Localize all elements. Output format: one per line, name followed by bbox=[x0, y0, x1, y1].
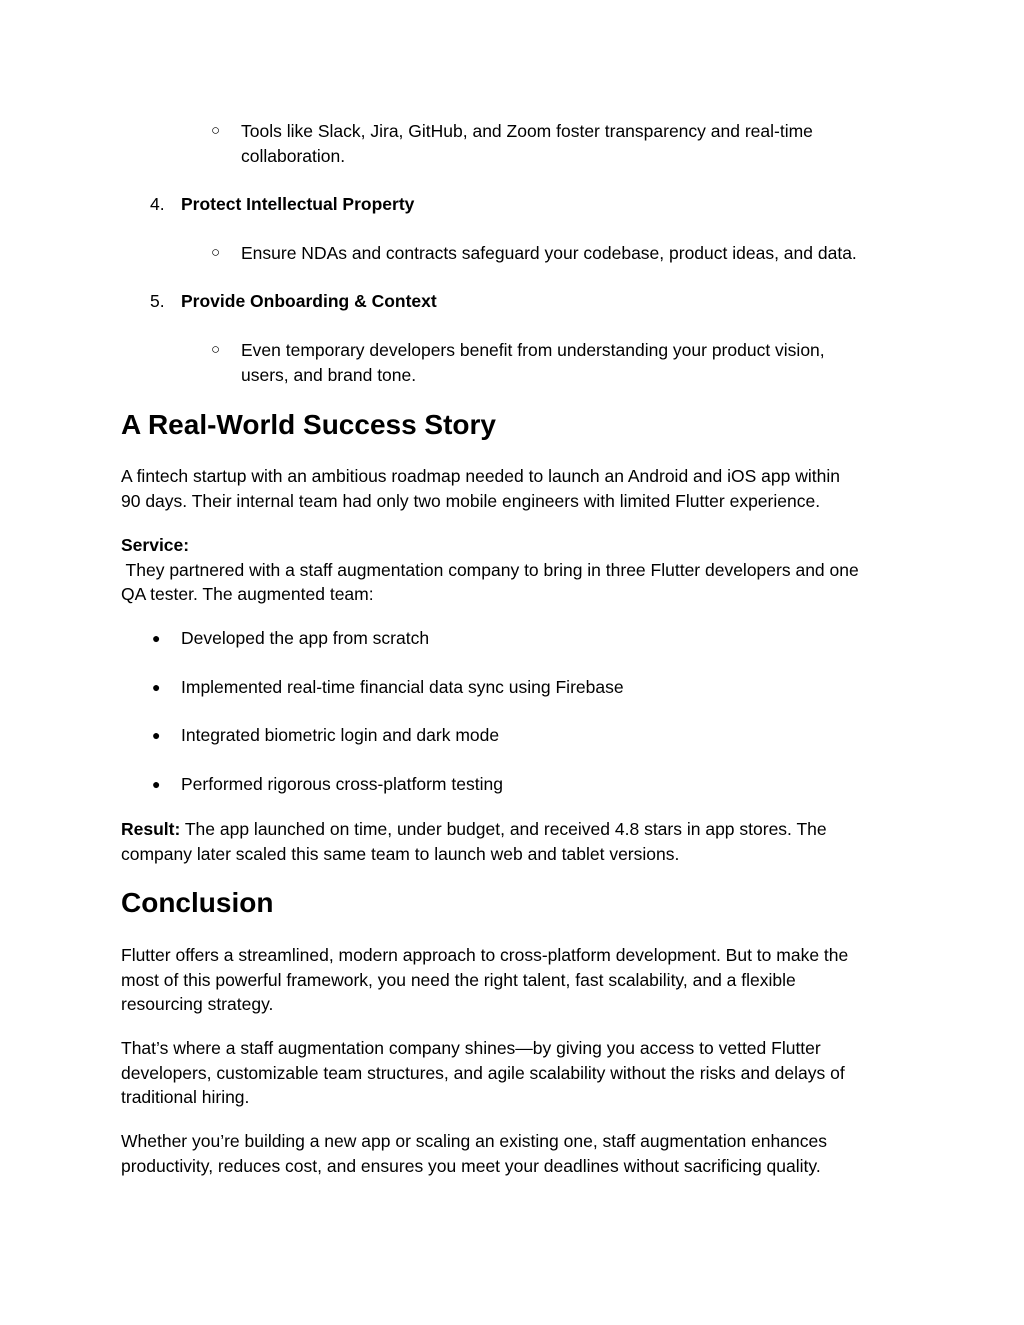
paragraph-line: The app launched on time, under budget, and received 4.8 stars in app stores. The bbox=[180, 819, 827, 839]
list-item bbox=[152, 772, 881, 797]
hollow-bullet-icon: ○ bbox=[211, 341, 221, 358]
conclusion-paragraph bbox=[121, 943, 911, 1017]
sub-list-item bbox=[211, 241, 901, 266]
list-item-text: Integrated biometric login and dark mode bbox=[181, 725, 500, 745]
sub-list-item bbox=[211, 119, 901, 168]
numbered-item-title: Provide Onboarding & Context bbox=[181, 291, 437, 311]
paragraph-line: productivity, reduces cost, and ensures you meet your deadlines without sacrificing quality. bbox=[121, 1155, 821, 1176]
paragraph-line: A fintech startup with an ambitious roadmap needed to launch an Android and iOS app within bbox=[121, 466, 840, 486]
paragraph-line: Flutter offers a streamlined, modern approach to cross-platform development. But to make the bbox=[121, 945, 849, 965]
list-item bbox=[152, 626, 881, 651]
paragraph-line: 90 days. Their internal team had only two mobile engineers with limited Flutter experience. bbox=[121, 490, 821, 511]
filled-bullet-icon: ● bbox=[152, 776, 161, 792]
list-item-text: Developed the app from scratch bbox=[181, 628, 430, 648]
hollow-bullet-icon: ○ bbox=[211, 244, 221, 261]
success-story-intro-paragraph bbox=[121, 464, 911, 513]
conclusion-paragraph bbox=[121, 1036, 911, 1110]
list-item-text: Performed rigorous cross-platform testing bbox=[181, 774, 503, 794]
numbered-item-title: Protect Intellectual Property bbox=[181, 194, 415, 214]
list-item bbox=[152, 723, 881, 748]
section-heading-conclusion: Conclusion bbox=[121, 887, 274, 918]
numbered-list-item bbox=[150, 192, 881, 217]
result-label: Result: bbox=[121, 819, 181, 839]
paragraph-line: resourcing strategy. bbox=[121, 994, 274, 1014]
list-item-text: Implemented real-time financial data sync using Firebase bbox=[181, 677, 624, 697]
paragraph-line: developers, customizable team structures, and agile scalability without the risks and delays of bbox=[121, 1062, 845, 1083]
paragraph-line: traditional hiring. bbox=[121, 1087, 250, 1107]
sub-list-item-text-line: collaboration. bbox=[241, 145, 346, 166]
service-label: Service: bbox=[121, 535, 190, 555]
numbered-list-item bbox=[150, 289, 881, 314]
conclusion-paragraph bbox=[121, 1129, 911, 1178]
filled-bullet-icon: ● bbox=[152, 727, 161, 743]
sub-list-item-text-line: users, and brand tone. bbox=[241, 364, 417, 385]
sub-list-item-text-line: Even temporary developers benefit from understanding your product vision, bbox=[241, 340, 825, 360]
section-heading-success-story: A Real-World Success Story bbox=[121, 409, 497, 440]
paragraph-line: They partnered with a staff augmentation company to bring in three Flutter developers and one bbox=[121, 559, 859, 580]
paragraph-line: QA tester. The augmented team: bbox=[121, 584, 374, 604]
filled-bullet-icon: ● bbox=[152, 630, 161, 646]
filled-bullet-icon: ● bbox=[152, 679, 161, 695]
list-number: 4. bbox=[150, 194, 165, 214]
list-item bbox=[152, 675, 881, 700]
result-paragraph bbox=[121, 817, 911, 866]
sub-list-item bbox=[211, 338, 901, 387]
paragraph-line: most of this powerful framework, you need the right talent, fast scalability, and a flexible bbox=[121, 969, 796, 990]
paragraph-line: That’s where a staff augmentation company shines—by giving you access to vetted Flutter bbox=[121, 1038, 821, 1058]
sub-list-item-text-line: Tools like Slack, Jira, GitHub, and Zoom foster transparency and real-time bbox=[241, 121, 813, 141]
paragraph-line: Whether you’re building a new app or scaling an existing one, staff augmentation enhances bbox=[121, 1131, 827, 1151]
list-number: 5. bbox=[150, 291, 165, 311]
service-paragraph bbox=[121, 533, 911, 607]
hollow-bullet-icon: ○ bbox=[211, 122, 221, 139]
paragraph-line: company later scaled this same team to launch web and tablet versions. bbox=[121, 843, 680, 864]
sub-list-item-text-line: Ensure NDAs and contracts safeguard your codebase, product ideas, and data. bbox=[241, 243, 857, 263]
